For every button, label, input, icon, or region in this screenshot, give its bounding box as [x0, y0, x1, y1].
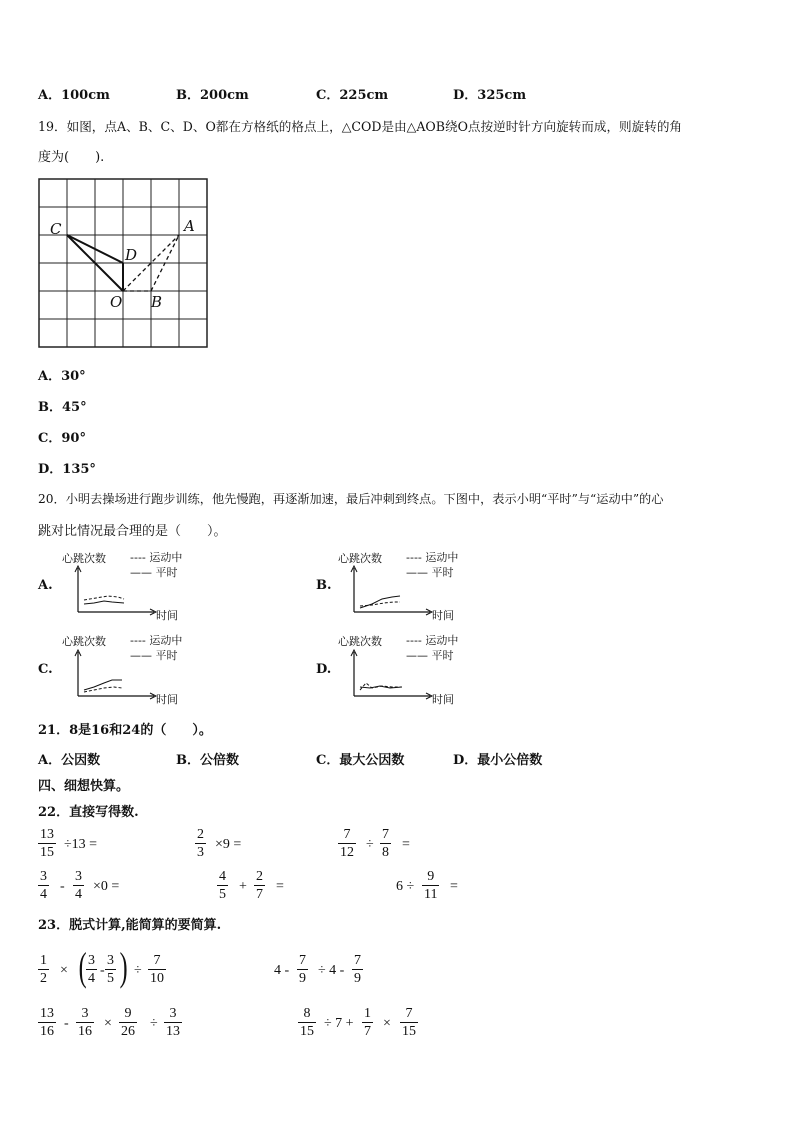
- q23-e1-op1: ×: [60, 963, 68, 978]
- numerator: 7: [405, 1006, 413, 1021]
- label-d: D: [125, 246, 138, 264]
- q22-f5a: [217, 868, 228, 903]
- denominator: 7: [256, 887, 263, 902]
- denominator: 4: [75, 887, 82, 902]
- q23-title: 23．脱式计算,能简算的要简算.: [38, 918, 222, 933]
- q22-f4b: [73, 868, 84, 903]
- q23-e3-op2: ×: [104, 1016, 112, 1031]
- chart-b-ylabel: 心跳次数: [338, 552, 382, 565]
- q23-e3c: [119, 1005, 137, 1040]
- numerator: 3: [107, 953, 114, 968]
- q19-option-c: C．90°: [38, 431, 86, 446]
- q18-option-d: D．325cm: [453, 88, 527, 103]
- legend-exercise: ---- 运动中: [130, 551, 183, 564]
- q18-option-c: C．225cm: [316, 88, 389, 103]
- numerator: 7: [354, 953, 361, 968]
- q23-e4-mid: ÷ 7 +: [324, 1016, 354, 1031]
- numerator: 3: [75, 869, 82, 884]
- label-b: B: [151, 293, 163, 311]
- numerator: 7: [382, 827, 389, 842]
- q23-e4c: [400, 1005, 418, 1040]
- numerator: 2: [256, 869, 263, 884]
- q21-option-d: D．最小公倍数: [453, 753, 543, 768]
- numerator: 4: [219, 869, 226, 884]
- denominator: 8: [382, 845, 389, 860]
- q22-f2-tail: ×9 =: [215, 837, 242, 852]
- left-paren: (: [78, 944, 87, 989]
- numerator: 1: [40, 953, 47, 968]
- q19-question-line2: 度为( ).: [38, 150, 105, 165]
- denominator: 9: [299, 971, 306, 986]
- q23-e2a: [297, 952, 308, 987]
- q22-f6-head: 6 ÷: [396, 879, 415, 894]
- q23-e2b: [352, 952, 363, 987]
- q22-f2: [195, 826, 206, 861]
- q23-e4b: [362, 1005, 373, 1040]
- q23-e4a: [298, 1005, 316, 1040]
- numerator: 8: [303, 1006, 311, 1021]
- legend-normal: —— 平时: [406, 649, 454, 662]
- q22-f6: [422, 868, 439, 903]
- q23-e1-op2: ÷: [134, 963, 142, 978]
- chart-a: [74, 566, 164, 616]
- q23-e1b: [86, 952, 97, 987]
- denominator: 4: [88, 971, 95, 986]
- numerator: 13: [40, 1006, 54, 1021]
- q23-e3-op1: -: [64, 1016, 69, 1031]
- q20-question-line1: 20．小明去操场进行跑步训练，他先慢跑，再逐渐加速，最后冲刺到终点。下图中，表示小明“平时”与“运动中”的心: [38, 492, 664, 506]
- q20-option-c-letter: C.: [38, 662, 53, 677]
- numerator: 3: [40, 869, 47, 884]
- denominator: 16: [78, 1024, 92, 1039]
- q19-option-a: A．30°: [38, 369, 86, 384]
- q22-f6-tail: =: [450, 879, 458, 894]
- chart-b: [350, 566, 440, 616]
- chart-b-xlabel: 时间: [432, 609, 454, 622]
- q21-option-a: A．公因数: [38, 753, 101, 768]
- denominator: 11: [424, 887, 438, 902]
- q20-question-line2: 跳对比情况最合理的是（ ）。: [38, 524, 227, 539]
- denominator: 10: [150, 971, 164, 986]
- label-a: A: [184, 217, 195, 235]
- q22-f5-tail: =: [276, 879, 284, 894]
- numerator: 9: [124, 1006, 132, 1021]
- q22-title: 22．直接写得数.: [38, 805, 139, 820]
- q18-option-a: A．100cm: [38, 88, 110, 103]
- q23-e3a: [38, 1005, 56, 1040]
- q23-e3d: [164, 1005, 182, 1040]
- q21-option-b: B．公倍数: [176, 753, 239, 768]
- q23-e1-minus: -: [100, 963, 105, 978]
- q22-f1-tail: ÷13 =: [64, 837, 98, 852]
- chart-a-ylabel: 心跳次数: [62, 552, 106, 565]
- legend-exercise: ---- 运动中: [406, 551, 459, 564]
- q19-option-d: D．135°: [38, 462, 96, 477]
- section-4-heading: 四、细想快算。: [38, 779, 130, 794]
- numerator: 3: [81, 1006, 89, 1021]
- q21-option-c: C．最大公因数: [316, 753, 405, 768]
- denominator: 15: [402, 1024, 416, 1039]
- q22-f3-op: ÷: [366, 837, 374, 852]
- q20-option-a-letter: A.: [38, 578, 53, 593]
- q22-f3-tail: =: [402, 837, 410, 852]
- q23-e2-head: 4 -: [274, 963, 290, 978]
- denominator: 15: [40, 845, 54, 860]
- q22-f4-op: -: [60, 879, 65, 894]
- denominator: 5: [107, 971, 114, 986]
- chart-c: [74, 650, 164, 700]
- chart-c-ylabel: 心跳次数: [62, 635, 106, 648]
- q22-f3b: [380, 826, 391, 861]
- denominator: 7: [364, 1024, 371, 1039]
- numerator: 7: [299, 953, 306, 968]
- q22-f5b: [254, 868, 265, 903]
- denominator: 26: [121, 1024, 135, 1039]
- q23-e1a: [38, 952, 49, 987]
- legend-exercise: ---- 运动中: [130, 634, 183, 647]
- q23-e2-mid: ÷ 4 -: [318, 963, 345, 978]
- q23-e1d: [148, 952, 166, 987]
- chart-d-ylabel: 心跳次数: [338, 635, 382, 648]
- label-o: O: [110, 293, 123, 311]
- q22-f5-op: +: [239, 879, 247, 894]
- numerator: 2: [197, 827, 204, 842]
- q19-grid-figure: [38, 178, 210, 350]
- legend-normal: —— 平时: [130, 649, 178, 662]
- q18-option-b: B．200cm: [176, 88, 249, 103]
- numerator: 9: [427, 869, 435, 884]
- numerator: 3: [88, 953, 95, 968]
- right-paren: ): [119, 944, 128, 989]
- chart-c-xlabel: 时间: [156, 693, 178, 706]
- label-c: C: [50, 220, 62, 238]
- legend-normal: —— 平时: [130, 566, 178, 579]
- numerator: 3: [169, 1006, 177, 1021]
- numerator: 13: [40, 827, 54, 842]
- q19-question-line1: 19．如图，点A、B、C、D、O都在方格纸的格点上，△COD是由△AOB绕O点按逆时针方向旋转而成，则旋转的角: [38, 119, 683, 134]
- denominator: 2: [40, 971, 47, 986]
- numerator: 7: [153, 953, 161, 968]
- denominator: 5: [219, 887, 226, 902]
- q20-option-d-letter: D.: [316, 662, 332, 677]
- q22-f1: [38, 826, 56, 861]
- q21-question: 21．8是16和24的（ ）。: [38, 723, 212, 738]
- chart-d: [350, 650, 440, 700]
- denominator: 4: [40, 887, 47, 902]
- q22-f4a: [38, 868, 49, 903]
- legend-exercise: ---- 运动中: [406, 634, 459, 647]
- numerator: 7: [343, 827, 351, 842]
- denominator: 3: [197, 845, 204, 860]
- q20-option-b-letter: B.: [316, 578, 332, 593]
- q23-e1c: [105, 952, 116, 987]
- numerator: 1: [364, 1006, 371, 1021]
- q22-f3a: [338, 826, 356, 861]
- q22-f4-tail: ×0 =: [93, 879, 120, 894]
- q23-e3-op3: ÷: [150, 1016, 158, 1031]
- denominator: 15: [300, 1024, 314, 1039]
- denominator: 13: [166, 1024, 180, 1039]
- denominator: 16: [40, 1024, 54, 1039]
- q23-e4-op: ×: [383, 1016, 391, 1031]
- chart-d-xlabel: 时间: [432, 693, 454, 706]
- chart-a-xlabel: 时间: [156, 609, 178, 622]
- denominator: 12: [340, 845, 354, 860]
- denominator: 9: [354, 971, 361, 986]
- q19-option-b: B．45°: [38, 400, 87, 415]
- legend-normal: —— 平时: [406, 566, 454, 579]
- q23-e3b: [76, 1005, 94, 1040]
